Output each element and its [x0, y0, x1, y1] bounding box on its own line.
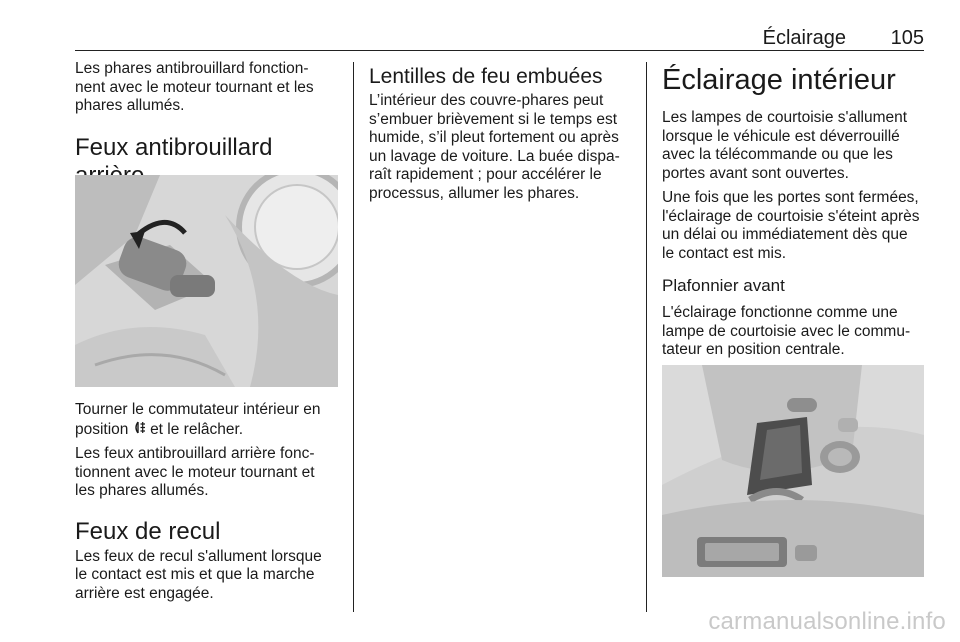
- column-divider-1: [353, 62, 354, 612]
- courtesy-lights-paragraph: Les lampes de courtoisie s'allument lorsque le véhicule est déverrouillé avec la télécommande ou que les portes avant sont ouvertes.: [662, 109, 908, 182]
- fogged-lenses-heading: Lentilles de feu embuées: [369, 65, 603, 88]
- ceiling-light-paragraph: L'éclairage fonctionne comme une lampe de courtoisie avec le commu- tateur en position centrale.: [662, 304, 911, 358]
- reverse-lights-paragraph: Les feux de recul s'allument lorsque le contact est mis et que la marche arrière est engagée.: [75, 547, 322, 602]
- column-middle: [369, 64, 634, 209]
- section-title: Éclairage: [762, 27, 846, 49]
- intro-paragraph: Les phares antibrouillard fonction- nent avec le moteur tournant et les phares allumés.: [75, 60, 314, 114]
- column-left: [75, 60, 340, 190]
- interior-lighting-heading: Éclairage intérieur: [662, 64, 896, 96]
- rear-fog-instruction: [75, 401, 340, 439]
- rear-fog-instruction-end: et le relâcher.: [150, 420, 244, 438]
- front-ceiling-light-heading: Plafonnier avant: [662, 276, 785, 295]
- column-divider-2: [646, 62, 647, 612]
- ceiling-light-photo: [662, 365, 924, 577]
- column-left-lower: [75, 401, 340, 609]
- page-header: [75, 26, 924, 51]
- rear-fog-paragraph: Les feux antibrouillard arrière fonc- tionnent avec le moteur tournant et les phares allumés.: [75, 445, 315, 499]
- column-right: [662, 63, 927, 366]
- reverse-lights-heading: Feux de recul: [75, 517, 221, 545]
- rear-fog-heading: Feux antibrouillard: [75, 133, 273, 161]
- rear-fog-instruction-text: Tourner le commutateur intérieur en position: [75, 401, 321, 438]
- courtesy-off-paragraph: Une fois que les portes sont fermées, l'éclairage de courtoisie s'éteint après un délai ou immédiatement dès que le contact est mis.: [662, 189, 920, 262]
- rear-fog-light-icon: [133, 420, 146, 439]
- watermark: carmanualsonline.info: [708, 608, 946, 635]
- fogged-lenses-paragraph: L’intérieur des couvre-phares peut s’embuer brièvement si le temps est humide, s’il pleut fortement ou après un lavage de voiture. La buée dispa- raît rapidement ; pour accélérer le processus, allumer les phares.: [369, 92, 620, 202]
- fog-switch-photo: [75, 175, 338, 387]
- page-number: 105: [890, 27, 924, 49]
